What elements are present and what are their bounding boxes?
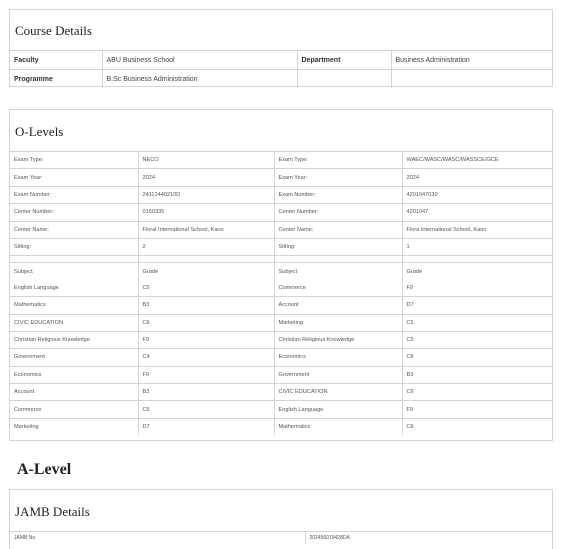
grade-cell: B3 — [138, 384, 274, 401]
grade-cell: C5 — [402, 314, 552, 331]
result-row — [10, 280, 552, 297]
course-details-title: Course Details — [10, 10, 552, 51]
olevel-row-exam-type — [10, 152, 552, 169]
subject-cell: CIVIC EDUCATION — [10, 314, 138, 331]
result-row — [10, 418, 552, 435]
center-name-label: Center Name: — [10, 221, 138, 238]
olevel-row-center-number — [10, 204, 552, 221]
department-value: Business Administration — [391, 51, 552, 70]
grade-cell: C6 — [402, 418, 552, 435]
exam-year-value: 2024 — [138, 169, 274, 186]
subject-cell: CIVIC EDUCATION — [274, 384, 402, 401]
subject-cell: English Language — [10, 280, 138, 297]
subject-cell: Account — [10, 384, 138, 401]
center-name-value: Flora International School, Kano — [402, 221, 552, 238]
exam-number-label: Exam Number: — [10, 186, 138, 203]
grade-cell: F9 — [402, 401, 552, 418]
sitting-label: Sitting: — [274, 238, 402, 255]
olevel-row-exam-number — [10, 186, 552, 203]
results-header-row — [10, 263, 552, 280]
result-row — [10, 297, 552, 314]
programme-label: Programme — [10, 70, 102, 89]
exam-number-label: Exam Number: — [274, 186, 402, 203]
subject-cell: English Language — [274, 401, 402, 418]
grade-cell: C6 — [138, 401, 274, 418]
olevel-row-exam-year — [10, 169, 552, 186]
grade-cell: C6 — [402, 349, 552, 366]
subject-cell: Christian Religious Knowledge — [274, 331, 402, 348]
jamb-reg-value: 202456019428DA — [305, 532, 552, 544]
grade-cell: C5 — [138, 280, 274, 297]
grade-cell: C4 — [138, 349, 274, 366]
grade-cell: C6 — [138, 314, 274, 331]
grade-cell: D7 — [138, 418, 274, 435]
exam-type-label: Exam Type: — [274, 152, 402, 169]
result-row — [10, 384, 552, 401]
subject-cell: Marketing — [10, 418, 138, 435]
subject-cell: Christian Religious Knowledge — [10, 331, 138, 348]
subject-header: Subject — [10, 263, 138, 280]
result-row — [10, 366, 552, 383]
exam-type-value: NECO — [138, 152, 274, 169]
spacer-cell — [10, 256, 138, 263]
grade-cell: F9 — [138, 331, 274, 348]
spacer-cell — [402, 256, 552, 263]
subject-cell: Economics — [274, 349, 402, 366]
grade-cell: C5 — [402, 331, 552, 348]
center-number-label: Center Number: — [10, 204, 138, 221]
center-number-value: 0150335 — [138, 204, 274, 221]
exam-number-value: 24112440210D — [138, 186, 274, 203]
olevel-row-sitting — [10, 238, 552, 255]
course-row-faculty — [10, 51, 552, 70]
subject-cell: Mathematics — [274, 418, 402, 435]
olevel-row-center-name — [10, 221, 552, 238]
course-details-table — [10, 51, 552, 88]
grade-cell: C6 — [402, 384, 552, 401]
jamb-details-title: JAMB Details — [10, 490, 552, 532]
empty-cell — [297, 70, 391, 89]
center-number-value: 4201047 — [402, 204, 552, 221]
empty-cell — [391, 70, 552, 89]
grade-cell: D7 — [402, 297, 552, 314]
center-name-value: Floral International School, Kano — [138, 221, 274, 238]
subject-header: Subject — [274, 263, 402, 280]
jamb-details-table — [10, 532, 552, 544]
subject-cell: Government — [10, 349, 138, 366]
exam-year-label: Exam Year: — [274, 169, 402, 186]
programme-value: B.Sc Business Administration — [102, 70, 297, 89]
grade-cell: F9 — [402, 280, 552, 297]
subject-cell: Marketing — [274, 314, 402, 331]
olevels-panel — [9, 109, 553, 441]
sitting-value: 1 — [402, 238, 552, 255]
sitting-label: Sitting: — [10, 238, 138, 255]
exam-type-label: Exam Type: — [10, 152, 138, 169]
olevels-title: O-Levels — [10, 110, 552, 152]
grade-cell: B3 — [138, 297, 274, 314]
exam-year-value: 2024 — [402, 169, 552, 186]
sitting-value: 2 — [138, 238, 274, 255]
result-row — [10, 349, 552, 366]
result-row — [10, 331, 552, 348]
grade-header: Grade — [138, 263, 274, 280]
subject-cell: Economics — [10, 366, 138, 383]
jamb-row — [10, 532, 552, 544]
olevels-table — [10, 152, 552, 435]
grade-header: Grade — [402, 263, 552, 280]
exam-number-value: 4201047030 — [402, 186, 552, 203]
exam-year-label: Exam Year: — [10, 169, 138, 186]
department-label: Department — [297, 51, 391, 70]
olevel-spacer-row — [10, 256, 552, 263]
subject-cell: Commerce — [10, 401, 138, 418]
subject-cell: Government — [274, 366, 402, 383]
subject-cell: Mathematics — [10, 297, 138, 314]
results-body — [10, 280, 552, 436]
exam-type-value: WAEC/WASC/WASC/WASSCE/GCE — [402, 152, 552, 169]
grade-cell: B3 — [402, 366, 552, 383]
alevel-heading: A-Level — [17, 461, 72, 478]
subject-cell: Commerce — [274, 280, 402, 297]
faculty-value: ABU Business School — [102, 51, 297, 70]
center-number-label: Center Number: — [274, 204, 402, 221]
subject-cell: Account — [274, 297, 402, 314]
result-row — [10, 401, 552, 418]
faculty-label: Faculty — [10, 51, 102, 70]
center-name-label: Center Name: — [274, 221, 402, 238]
grade-cell: F9 — [138, 366, 274, 383]
result-row — [10, 314, 552, 331]
jamb-details-panel — [9, 489, 553, 549]
course-details-panel — [9, 9, 553, 87]
spacer-cell — [138, 256, 274, 263]
jamb-reg-label: JAMB No — [10, 532, 305, 544]
spacer-cell — [274, 256, 402, 263]
course-row-programme — [10, 70, 552, 89]
